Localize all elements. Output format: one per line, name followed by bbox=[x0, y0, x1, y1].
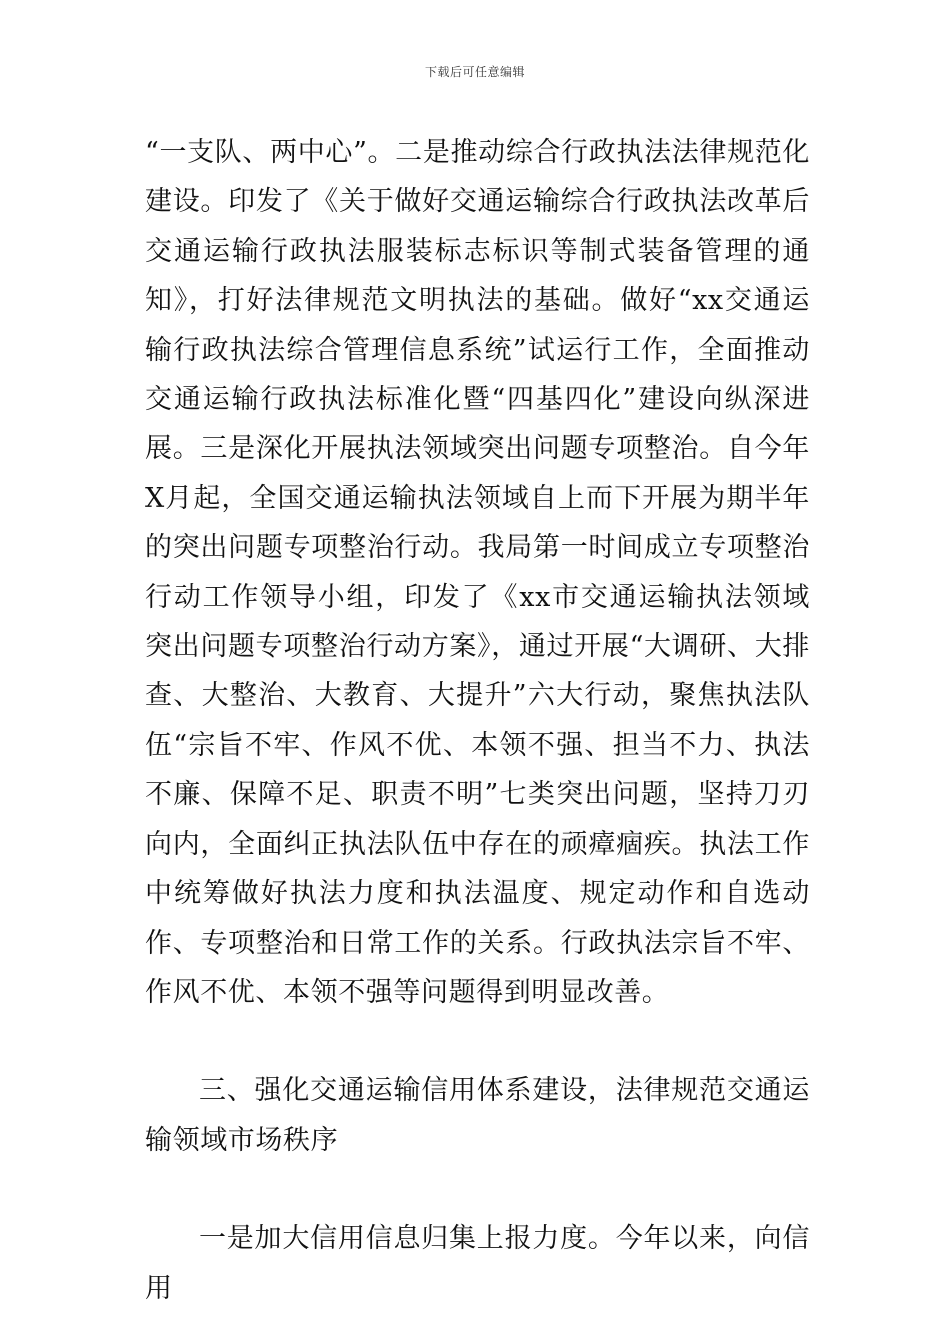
document-body bbox=[145, 128, 810, 1313]
body-paragraph: “一支队、两中心”。二是推动综合行政执法法律规范化建设。印发了《关于做好交通运输综合行政执法改革后交通运输行政执法服装标志标识等制式装备管理的通知》，打好法律规范文明执法的基础。做好“xx交通运输行政执法综合管理信息系统”试运行工作，全面推动交通运输行政执法标准化暨“四基四化”建设向纵深进展。三是深化开展执法领域突出问题专项整治。自今年X月起，全国交通运输执法领域自上而下开展为期半年的突出问题专项整治行动。我局第一时间成立专项整治行动工作领导小组，印发了《xx市交通运输执法领域突出问题专项整治行动方案》，通过开展“大调研、大排查、大整治、大教育、大提升”六大行动，聚焦执法队伍“宗旨不牢、作风不优、本领不强、担当不力、执法不廉、保障不足、职责不明”七类突出问题，坚持刀刃向内，全面纠正执法队伍中存在的顽瘴痼疾。执法工作中统筹做好执法力度和执法温度、规定动作和自选动作、专项整治和日常工作的关系。行政执法宗旨不牢、作风不优、本领不强等问题得到明显改善。 bbox=[145, 137, 810, 1008]
body-paragraph: 一是加大信用信息归集上报力度。今年以来，向信用 bbox=[145, 1223, 810, 1304]
section-heading: 三、强化交通运输信用体系建设，法律规范交通运输领域市场秩序 bbox=[145, 1075, 810, 1156]
page-header-note: 下载后可任意编辑 bbox=[424, 65, 525, 79]
